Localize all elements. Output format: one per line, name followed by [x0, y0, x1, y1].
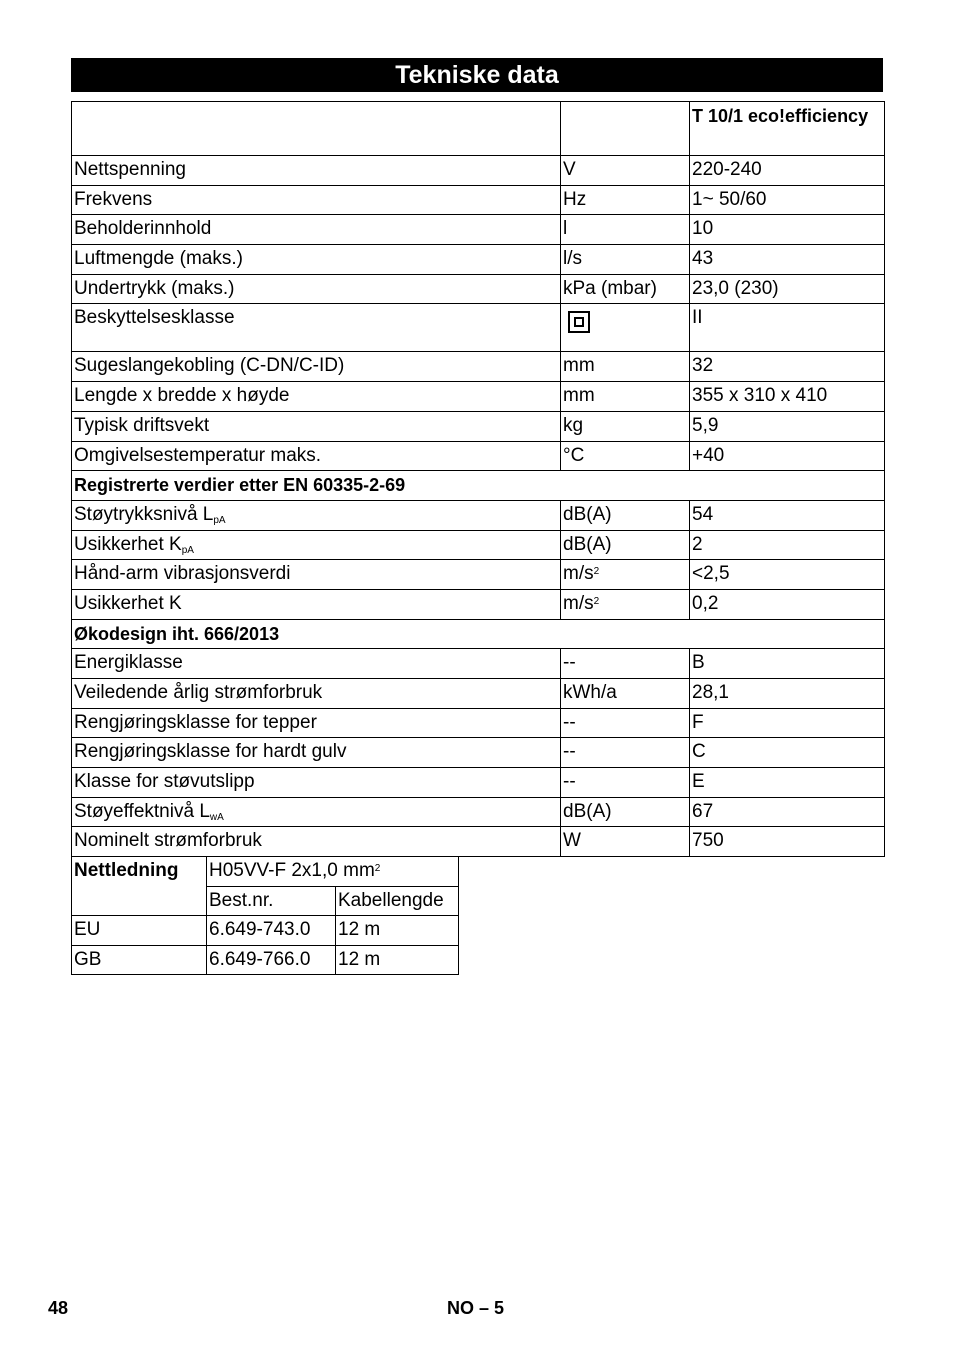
row-unit: dB(A) [561, 530, 690, 560]
section-heading: Registrerte verdier etter EN 60335-2-69 [72, 471, 885, 501]
row-label: Usikkerhet K [72, 589, 561, 619]
header-empty-cell [561, 102, 690, 156]
table-row [72, 441, 885, 471]
row-label: Usikkerhet $K_{pA}$ [72, 530, 561, 560]
table-row [72, 304, 885, 352]
row-value: 28,1 [690, 679, 885, 709]
table-row [72, 945, 459, 975]
row-unit [561, 304, 690, 352]
section-row-ecodesign [72, 619, 885, 649]
table-row [72, 274, 885, 304]
row-value: 750 [690, 827, 885, 857]
row-value: E [690, 768, 885, 798]
table-row [72, 382, 885, 412]
cable-col-part: Best.nr. [207, 886, 336, 916]
row-unit: °C [561, 441, 690, 471]
table-row [72, 530, 885, 560]
section-row-noise [72, 471, 885, 501]
cable-region: GB [72, 945, 207, 975]
row-value: 2 [690, 530, 885, 560]
row-value: 0,2 [690, 589, 885, 619]
row-unit: $m/s^2$ [561, 589, 690, 619]
table-row [72, 797, 885, 827]
table-row [72, 589, 885, 619]
row-label: Beholderinnhold [72, 215, 561, 245]
row-label: Rengjøringsklasse for tepper [72, 708, 561, 738]
row-label: Støyeffektnivå $L_{wA}$ [72, 797, 561, 827]
table-row [72, 738, 885, 768]
row-unit: $m/s^2$ [561, 560, 690, 590]
row-unit: dB(A) [561, 500, 690, 530]
row-label: Luftmengde (maks.) [72, 245, 561, 275]
cable-col-length: Kabellengde [336, 886, 459, 916]
row-unit: l [561, 215, 690, 245]
table-row [72, 411, 885, 441]
table-row [72, 560, 885, 590]
table-row [72, 916, 459, 946]
section-heading: Økodesign iht. 666/2013 [72, 619, 885, 649]
page-label: NO – 5 [447, 1298, 505, 1318]
table-header-row [72, 102, 885, 156]
row-value: 23,0 (230) [690, 274, 885, 304]
cable-region: EU [72, 916, 207, 946]
row-label: Omgivelsestemperatur maks. [72, 441, 561, 471]
row-label: Frekvens [72, 185, 561, 215]
cable-length: 12 m [336, 945, 459, 975]
row-value: 5,9 [690, 411, 885, 441]
row-label: Klasse for støvutslipp [72, 768, 561, 798]
row-unit: V [561, 156, 690, 186]
row-unit: dB(A) [561, 797, 690, 827]
row-value: <2,5 [690, 560, 885, 590]
row-unit: -- [561, 708, 690, 738]
row-value: 355 x 310 x 410 [690, 382, 885, 412]
table-row [72, 827, 885, 857]
row-value: C [690, 738, 885, 768]
row-unit: l/s [561, 245, 690, 275]
row-value: 220-240 [690, 156, 885, 186]
table-row [72, 185, 885, 215]
row-label: Lengde x bredde x høyde [72, 382, 561, 412]
spec-table [71, 101, 885, 857]
table-row [72, 768, 885, 798]
row-value: 67 [690, 797, 885, 827]
protection-class-ii-icon [568, 311, 590, 333]
row-unit: mm [561, 352, 690, 382]
row-value: +40 [690, 441, 885, 471]
cable-label: Nettledning [72, 857, 207, 916]
row-label: Energiklasse [72, 649, 561, 679]
row-label: Nominelt strømforbruk [72, 827, 561, 857]
table-row [72, 156, 885, 186]
row-unit: Hz [561, 185, 690, 215]
row-label: Typisk driftsvekt [72, 411, 561, 441]
row-value: 1~ 50/60 [690, 185, 885, 215]
row-value: 54 [690, 500, 885, 530]
table-row [72, 215, 885, 245]
cable-part-number: 6.649-743.0 [207, 916, 336, 946]
row-label: Rengjøringsklasse for hardt gulv [72, 738, 561, 768]
row-unit: kWh/a [561, 679, 690, 709]
table-row [72, 500, 885, 530]
cable-part-number: 6.649-766.0 [207, 945, 336, 975]
model-name: T 10/1 eco!efficiency [690, 102, 885, 156]
row-value: B [690, 649, 885, 679]
table-row [72, 352, 885, 382]
row-unit: -- [561, 649, 690, 679]
row-label: Nettspenning [72, 156, 561, 186]
page-title: Tekniske data [71, 58, 883, 92]
row-value: 43 [690, 245, 885, 275]
table-row [72, 245, 885, 275]
row-label: Undertrykk (maks.) [72, 274, 561, 304]
row-unit: W [561, 827, 690, 857]
row-unit: -- [561, 738, 690, 768]
table-row [72, 679, 885, 709]
row-label: Sugeslangekobling (C-DN/C-ID) [72, 352, 561, 382]
row-label: Beskyttelsesklasse [72, 304, 561, 352]
row-value: 32 [690, 352, 885, 382]
row-value: 10 [690, 215, 885, 245]
cable-type-row [72, 857, 459, 887]
row-unit: kg [561, 411, 690, 441]
cable-table [71, 856, 459, 975]
row-value: F [690, 708, 885, 738]
row-label: Støytrykksnivå $L_{pA}$ [72, 500, 561, 530]
row-unit: -- [561, 768, 690, 798]
table-row [72, 649, 885, 679]
page-number: 48 [48, 1298, 69, 1318]
row-unit: kPa (mbar) [561, 274, 690, 304]
header-empty-cell [72, 102, 561, 156]
row-value: II [690, 304, 885, 352]
table-row [72, 708, 885, 738]
row-label: Veiledende årlig strømforbruk [72, 679, 561, 709]
row-label: Hånd-arm vibrasjonsverdi [72, 560, 561, 590]
row-unit: mm [561, 382, 690, 412]
cable-length: 12 m [336, 916, 459, 946]
cable-type: H05VV-F 2x1,0 $mm^2$ [207, 857, 459, 887]
